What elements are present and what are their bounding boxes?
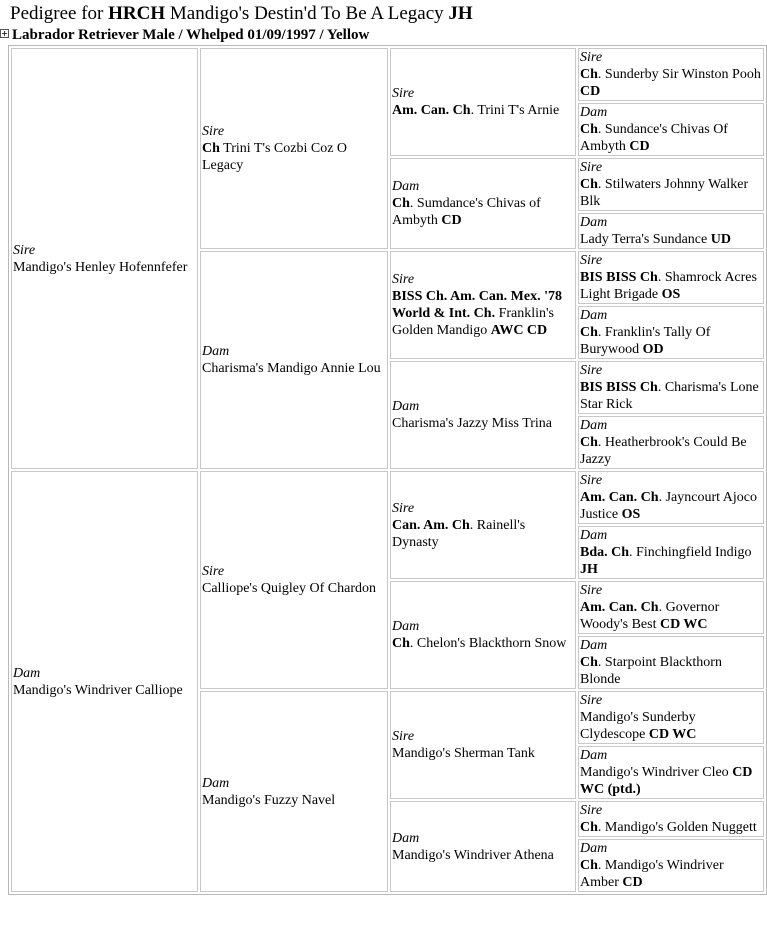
pedigree-cell-gen4-sire bbox=[578, 691, 764, 744]
dog-title: CD bbox=[622, 875, 643, 890]
pedigree-cell-gen4-sire bbox=[578, 158, 764, 211]
dog-title: Ch bbox=[202, 141, 220, 156]
role-label: Dam bbox=[392, 830, 420, 846]
dog-title: Can. Am. Ch bbox=[392, 517, 470, 533]
role-label: Sire bbox=[202, 564, 225, 579]
dog-title: CD WC bbox=[659, 617, 708, 632]
pedigree-cell-gen1-dam bbox=[11, 471, 198, 892]
role-label: Dam bbox=[580, 308, 608, 323]
pedigree-cell-gen2-dam bbox=[200, 691, 388, 892]
dog-name: Mandigo's Sunderby Clydescope bbox=[580, 710, 696, 742]
pedigree-row bbox=[11, 48, 764, 101]
role-label: Sire bbox=[580, 363, 603, 378]
pedigree-cell-gen4-sire bbox=[578, 361, 764, 414]
dog-name: . Rainell's Dynasty bbox=[392, 517, 526, 550]
dog-title: Ch bbox=[580, 122, 598, 137]
role-label: Sire bbox=[580, 803, 603, 818]
pedigree-cell-gen4-sire bbox=[578, 471, 764, 524]
dog-name: Calliope's Quigley Of Chardon bbox=[202, 581, 376, 596]
dog-title: CD bbox=[580, 84, 601, 99]
dog-title: OD bbox=[642, 342, 664, 357]
dog-name: Mandigo's Windriver Calliope bbox=[13, 682, 183, 698]
pedigree-cell-gen3-dam bbox=[390, 801, 576, 892]
role-label: Dam bbox=[580, 528, 608, 543]
dog-name: . Franklin's Tally Of Burywood bbox=[580, 325, 711, 357]
role-label: Sire bbox=[202, 124, 225, 139]
dog-title: Ch bbox=[580, 67, 598, 82]
dog-title: BIS BISS Ch bbox=[580, 380, 658, 395]
role-label: Dam bbox=[202, 775, 230, 791]
pedigree-cell-gen4-dam bbox=[578, 306, 764, 359]
pedigree-cell-gen4-dam bbox=[578, 103, 764, 156]
dog-name: Charisma's Mandigo Annie Lou bbox=[202, 361, 381, 376]
role-label: Dam bbox=[392, 619, 420, 634]
dog-name: . Jayncourt Ajoco Justice bbox=[580, 490, 757, 522]
pedigree-cell-gen2-dam bbox=[200, 251, 388, 469]
pedigree-cell-gen3-sire bbox=[390, 48, 576, 156]
role-label: Dam bbox=[580, 841, 608, 856]
dog-name: . Mandigo's Golden Nuggett bbox=[597, 820, 757, 835]
role-label: Dam bbox=[580, 638, 608, 653]
dog-name: . Starpoint Blackthorn Blonde bbox=[580, 655, 722, 687]
dog-name: Mandigo's Windriver Cleo bbox=[580, 765, 733, 780]
role-label: Sire bbox=[392, 729, 415, 744]
dog-title: OS bbox=[621, 507, 641, 522]
dog-name: . Governor Woody's Best bbox=[580, 600, 720, 632]
dog-name: . Sundance's Chivas Of Ambyth bbox=[580, 122, 728, 154]
role-label: Sire bbox=[580, 50, 603, 65]
role-label: Dam bbox=[580, 105, 608, 120]
dog-name: . Heatherbrook's Could Be Jazzy bbox=[580, 435, 747, 467]
role-label: Sire bbox=[580, 253, 603, 268]
dog-name: . Mandigo's Windriver Amber bbox=[580, 858, 724, 890]
subtitle-text: Labrador Retriever Male / Whelped 01/09/1997 / Yellow bbox=[12, 27, 370, 43]
title-dog-name: Mandigo's Destin'd To Be A Legacy bbox=[165, 3, 449, 24]
role-label: Dam bbox=[392, 179, 420, 194]
dog-title: Ch bbox=[580, 820, 598, 835]
pedigree-cell-gen3-dam bbox=[390, 581, 576, 689]
dog-title: CD WC (ptd.) bbox=[580, 765, 753, 797]
role-label: Sire bbox=[580, 473, 603, 488]
dog-title: CD WC bbox=[648, 727, 697, 742]
dog-name: . Charisma's Lone Star Rick bbox=[580, 380, 759, 412]
dog-name: . Trini T's Arnie bbox=[470, 103, 560, 118]
pedigree-cell-gen4-dam bbox=[578, 416, 764, 469]
pedigree-cell-gen4-dam bbox=[578, 839, 764, 892]
dog-title: Ch bbox=[392, 196, 410, 211]
role-label: Dam bbox=[580, 418, 608, 433]
dog-title: Bda. Ch bbox=[580, 545, 630, 560]
pedigree-cell-gen3-sire bbox=[390, 251, 576, 359]
pedigree-cell-gen2-sire bbox=[200, 471, 388, 689]
dog-title: Ch bbox=[580, 435, 598, 450]
page-title bbox=[10, 3, 473, 25]
dog-title: CD bbox=[441, 213, 462, 228]
dog-name: Franklin's Golden Mandigo bbox=[392, 306, 554, 338]
role-label: Sire bbox=[392, 272, 415, 287]
dog-title: AWC CD bbox=[490, 323, 548, 338]
pedigree-cell-gen4-dam bbox=[578, 636, 764, 689]
dog-title: Ch bbox=[580, 325, 598, 340]
role-label: Sire bbox=[580, 693, 603, 708]
dog-title: UD bbox=[710, 232, 731, 247]
dog-title: Ch bbox=[580, 177, 598, 192]
dog-name: . Finchingfield Indigo bbox=[629, 545, 752, 560]
dog-name: . Chelon's Blackthorn Snow bbox=[409, 636, 567, 651]
pedigree-cell-gen2-sire bbox=[200, 48, 388, 249]
pedigree-row bbox=[11, 471, 764, 524]
pedigree-cell-gen3-sire bbox=[390, 471, 576, 579]
dog-title: BIS BISS Ch bbox=[580, 270, 658, 285]
dog-name: Lady Terra's Sundance bbox=[580, 232, 711, 247]
pedigree-cell-gen4-sire bbox=[578, 801, 764, 837]
dog-title: CD bbox=[629, 139, 650, 154]
expand-icon[interactable] bbox=[0, 29, 9, 38]
role-label: Sire bbox=[580, 583, 603, 598]
dog-title: Am. Can. Ch bbox=[392, 103, 471, 118]
pedigree-cell-gen4-sire bbox=[578, 251, 764, 304]
title-suffix-titles: JH bbox=[448, 3, 473, 24]
role-label: Dam bbox=[392, 399, 420, 414]
dog-name: . Stilwaters Johnny Walker Blk bbox=[580, 177, 749, 209]
dog-title: Ch bbox=[580, 655, 598, 670]
dog-title: Ch bbox=[392, 636, 410, 651]
pedigree-table bbox=[8, 45, 767, 895]
dog-name: . Sumdance's Chivas of Ambyth bbox=[392, 196, 541, 228]
pedigree-cell-gen4-dam bbox=[578, 526, 764, 579]
dog-title: Am. Can. Ch bbox=[580, 490, 659, 505]
role-label: Sire bbox=[580, 160, 603, 175]
role-label: Dam bbox=[13, 665, 41, 681]
dog-title: Am. Can. Ch bbox=[580, 600, 659, 615]
title-prefix: Pedigree for bbox=[10, 3, 109, 24]
role-label: Dam bbox=[580, 215, 608, 230]
dog-title: BISS Ch. Am. Can. Mex. '78 World & Int. Ch. bbox=[392, 289, 562, 321]
role-label: Sire bbox=[392, 500, 415, 516]
pedigree-cell-gen4-dam bbox=[578, 746, 764, 799]
dog-name: Trini T's Cozbi Coz O Legacy bbox=[202, 141, 348, 173]
pedigree-cell-gen3-dam bbox=[390, 361, 576, 469]
pedigree-cell-gen4-sire bbox=[578, 581, 764, 634]
dog-title: OS bbox=[661, 287, 681, 302]
role-label: Sire bbox=[13, 242, 36, 258]
pedigree-cell-gen3-sire bbox=[390, 691, 576, 799]
role-label: Dam bbox=[580, 748, 608, 763]
dog-title: JH bbox=[580, 562, 598, 577]
pedigree-cell-gen1-sire bbox=[11, 48, 198, 469]
dog-name: . Shamrock Acres Light Brigade bbox=[580, 270, 757, 302]
dog-name: . Sunderby Sir Winston Pooh bbox=[597, 67, 761, 82]
pedigree-cell-gen4-dam bbox=[578, 213, 764, 249]
pedigree-cell-gen3-dam bbox=[390, 158, 576, 249]
dog-name: Charisma's Jazzy Miss Trina bbox=[392, 416, 553, 431]
role-label: Dam bbox=[202, 344, 230, 359]
page-subtitle bbox=[0, 26, 369, 44]
dog-name: Mandigo's Henley Hofennfefer bbox=[13, 259, 188, 275]
title-prefix-titles: HRCH bbox=[108, 3, 166, 24]
pedigree-cell-gen4-sire bbox=[578, 48, 764, 101]
dog-name: Mandigo's Windriver Athena bbox=[392, 847, 554, 863]
dog-name: Mandigo's Fuzzy Navel bbox=[202, 792, 336, 808]
role-label: Sire bbox=[392, 86, 415, 101]
dog-title: Ch bbox=[580, 858, 598, 873]
dog-name: Mandigo's Sherman Tank bbox=[392, 746, 535, 761]
